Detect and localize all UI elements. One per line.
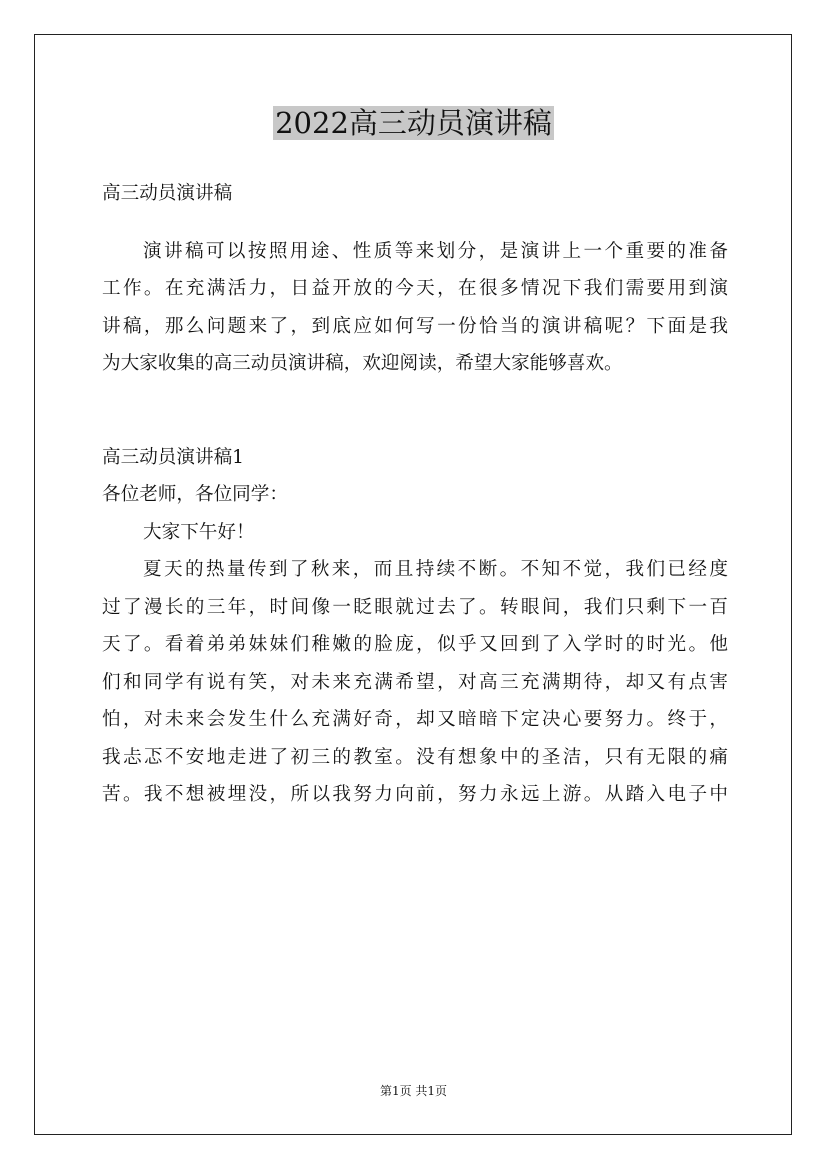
paragraph-line: 我忐忑不安地走进了初三的教室。没有想象中的圣洁，只有无限的痛 (102, 746, 728, 768)
paragraph-line: 天了。看着弟弟妹妹们稚嫩的脸庞，似乎又回到了入学时的时光。他 (102, 634, 728, 655)
paragraph-line: 苦。我不想被埋没，所以我努力向前，努力永远上游。从踏入电子中 (102, 784, 728, 805)
document-body (102, 175, 728, 814)
paragraph-line: 们和同学有说有笑，对未来充满希望，对高三充满期待，却又有点害 (102, 671, 728, 693)
page-footer (0, 1083, 827, 1099)
page-number: 第1页 共1页 (379, 1084, 448, 1098)
paragraph-line: 为大家收集的高三动员演讲稿，欢迎阅读，希望大家能够喜欢。 (102, 353, 623, 374)
paragraph-line: 过了漫长的三年，时间像一眨眼就过去了。转眼间，我们只剩下一百 (102, 596, 728, 618)
paragraph-line: 演讲稿可以按照用途、性质等来划分，是演讲上一个重要的准备 (143, 240, 728, 262)
paragraph-line: 讲稿，那么问题来了，到底应如何写一份恰当的演讲稿呢？下面是我 (102, 315, 728, 337)
section-heading: 高三动员演讲稿1 (102, 446, 244, 468)
document-subtitle: 高三动员演讲稿 (102, 183, 233, 204)
intro-paragraph (102, 233, 728, 383)
greeting: 大家下午好！ (143, 521, 255, 543)
paragraph-line: 夏天的热量传到了秋来，而且持续不断。不知不觉，我们已经度 (143, 559, 728, 580)
document-title-text: 2022高三动员演讲稿 (275, 106, 552, 140)
spacer (102, 383, 728, 439)
salutation: 各位老师，各位同学： (102, 484, 288, 505)
body-paragraph (102, 551, 728, 814)
paragraph-line: 怕，对未来会发生什么充满好奇，却又暗暗下定决心要努力。终于， (102, 709, 728, 730)
document-title (0, 103, 827, 143)
paragraph-line: 工作。在充满活力，日益开放的今天，在很多情况下我们需要用到演 (102, 278, 728, 299)
spacer (102, 213, 728, 233)
